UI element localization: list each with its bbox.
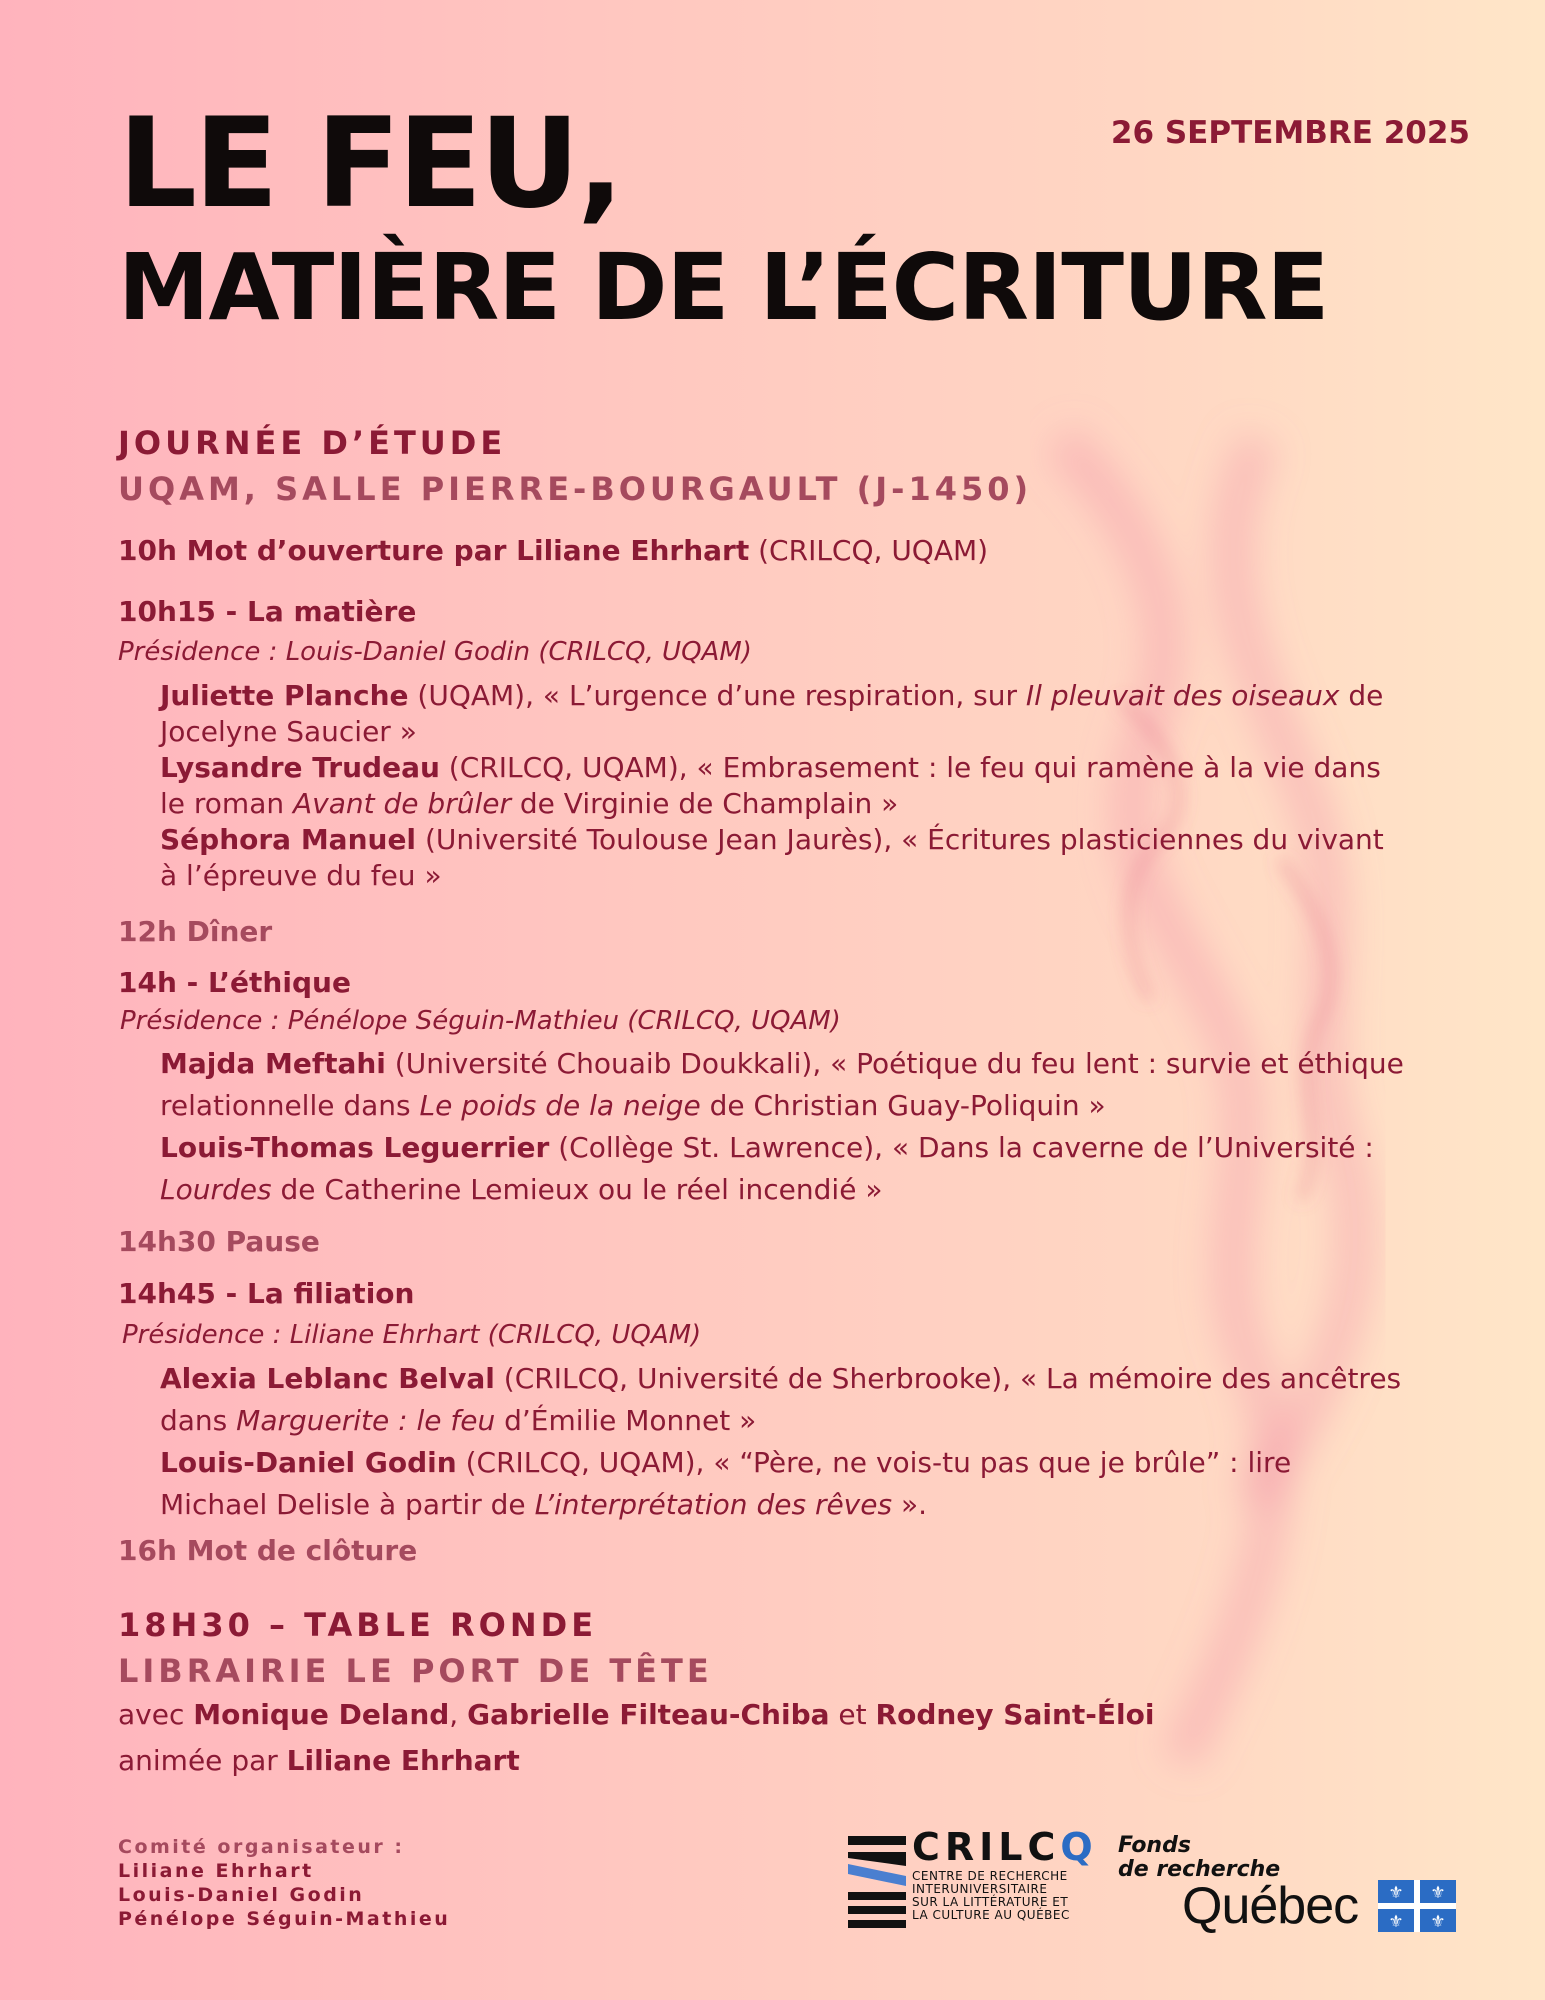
- talk-work-title: Le poids de la neige: [419, 1089, 701, 1122]
- talk-speaker: Louis-Daniel Godin: [160, 1446, 457, 1479]
- opening-label: 10h Mot d’ouverture par Liliane Ehrhart: [118, 534, 750, 567]
- event-date: 26 SEPTEMBRE 2025: [1110, 115, 1470, 151]
- crilcq-name-q: Q: [1060, 1825, 1098, 1869]
- svg-text:⚜: ⚜: [1388, 1883, 1404, 1903]
- talk-item: [160, 1358, 1480, 1442]
- roundtable-moderator: [118, 1743, 520, 1779]
- title-line-2: MATIÈRE DE L’ÉCRITURE: [118, 234, 1329, 341]
- crilcq-logo-subtitle: [912, 1870, 1070, 1922]
- crilcq-subtitle-line: LA CULTURE AU QUÉBEC: [912, 1908, 1070, 1922]
- guests-separator: et: [829, 1698, 876, 1731]
- roundtable-guests: [118, 1697, 1154, 1733]
- talk-item: [160, 1442, 1480, 1526]
- committee-label: Comité organisateur :: [118, 1836, 405, 1858]
- talk-work-title: Marguerite : le feu: [236, 1404, 496, 1437]
- moderator-prefix: animée par: [118, 1744, 287, 1777]
- frq-line: de recherche: [1118, 1857, 1281, 1882]
- talk-text: le roman: [160, 787, 294, 820]
- talk-text: de Virginie de Champlain »: [510, 787, 899, 820]
- talk-text: à l’épreuve du feu »: [160, 859, 442, 892]
- talk-speaker: Alexia Leblanc Belval: [160, 1362, 495, 1395]
- opening-remarks: [118, 533, 988, 569]
- talk-item: [160, 1127, 1480, 1211]
- session-heading: 14h45 - La filiation: [118, 1277, 415, 1310]
- talk-text: relationnelle dans: [160, 1089, 420, 1122]
- talk-item: [160, 678, 1480, 750]
- talk-text: (CRILCQ, Université de Sherbrooke), « La mémoire des ancêtres: [494, 1362, 1402, 1395]
- talk-text: de: [1339, 679, 1384, 712]
- crilcq-name-text: CRILC: [912, 1825, 1061, 1869]
- talk-text: (Collège St. Lawrence), « Dans la caverne de l’Université :: [549, 1131, 1374, 1164]
- crilcq-subtitle-line: CENTRE DE RECHERCHE: [912, 1869, 1068, 1883]
- talk-item: [160, 1043, 1480, 1127]
- quebec-flag-icon: [1378, 1880, 1456, 1932]
- committee-member: Liliane Ehrhart: [118, 1860, 314, 1882]
- svg-text:⚜: ⚜: [1430, 1883, 1446, 1903]
- frq-logo-quebec: Québec: [1182, 1877, 1359, 1935]
- svg-text:⚜: ⚜: [1388, 1912, 1404, 1932]
- talk-work-title: Lourdes: [160, 1173, 272, 1206]
- svg-text:⚜: ⚜: [1430, 1912, 1446, 1932]
- committee-member: Louis-Daniel Godin: [118, 1884, 365, 1906]
- crilcq-subtitle-line: SUR LA LITTÉRATURE ET: [912, 1895, 1069, 1909]
- guests-prefix: avec: [118, 1698, 194, 1731]
- talk-item: [160, 750, 1480, 822]
- committee-member: Pénélope Séguin-Mathieu: [118, 1908, 451, 1930]
- talk-work-title: Il pleuvait des oiseaux: [1025, 679, 1340, 712]
- talk-speaker: Louis-Thomas Leguerrier: [160, 1131, 550, 1164]
- talk-work-title: L’interprétation des rêves: [534, 1488, 893, 1521]
- session-presidency: Présidence : Pénélope Séguin-Mathieu (CRILCQ, UQAM): [120, 1006, 841, 1036]
- talk-speaker: Majda Meftahi: [160, 1047, 386, 1080]
- talk-text: de Catherine Lemieux ou le réel incendié »: [271, 1173, 883, 1206]
- talk-speaker: Lysandre Trudeau: [160, 751, 440, 784]
- crilcq-subtitle-line: INTERUNIVERSITAIRE: [912, 1882, 1048, 1896]
- session-heading: 10h15 - La matière: [118, 595, 417, 628]
- talk-text: ».: [892, 1488, 928, 1521]
- event-venue: UQAM, SALLE PIERRE-BOURGAULT (J-1450): [118, 470, 1033, 508]
- crilcq-logo-mark: [848, 1836, 906, 1932]
- guests-separator: ,: [449, 1698, 468, 1731]
- talk-text: de Christian Guay-Poliquin »: [700, 1089, 1106, 1122]
- crilcq-logo-name: [912, 1825, 1098, 1869]
- roundtable-heading: 18H30 – TABLE RONDE: [118, 1606, 598, 1644]
- talk-text: (CRILCQ, UQAM), « “Père, ne vois-tu pas que je brûle” : lire: [456, 1446, 1292, 1479]
- organizing-committee: [118, 1835, 450, 1931]
- guest-name: Gabrielle Filteau-Chiba: [467, 1698, 830, 1731]
- opening-affiliation: (CRILCQ, UQAM): [749, 534, 989, 567]
- session-presidency: Présidence : Louis-Daniel Godin (CRILCQ, UQAM): [118, 637, 752, 667]
- pause-break: 14h30 Pause: [118, 1225, 320, 1258]
- talk-speaker: Juliette Planche: [160, 679, 409, 712]
- guest-name: Monique Deland: [193, 1698, 450, 1731]
- talk-text: dans: [160, 1404, 237, 1437]
- talk-text: (Université Chouaib Doukkali), « Poétique du feu lent : survie et éthique: [385, 1047, 1404, 1080]
- talk-text: (Université Toulouse Jean Jaurès), « Écritures plasticiennes du vivant: [416, 823, 1384, 856]
- frq-logo-text: [1118, 1834, 1280, 1882]
- talk-text: (CRILCQ, UQAM), « Embrasement : le feu qui ramène à la vie dans: [439, 751, 1381, 784]
- talk-item: [160, 822, 1480, 894]
- talk-work-title: Avant de brûler: [293, 787, 511, 820]
- talk-text: Michael Delisle à partir de: [160, 1488, 535, 1521]
- moderator-name: Liliane Ehrhart: [286, 1744, 520, 1777]
- roundtable-venue: LIBRAIRIE LE PORT DE TÊTE: [118, 1652, 713, 1690]
- title-line-1: LE FEU,: [118, 92, 622, 236]
- event-kind: JOURNÉE D’ÉTUDE: [118, 424, 507, 462]
- session-presidency: Présidence : Liliane Ehrhart (CRILCQ, UQAM): [122, 1320, 702, 1350]
- lunch-break: 12h Dîner: [118, 915, 273, 948]
- talk-text: (UQAM), « L’urgence d’une respiration, sur: [408, 679, 1026, 712]
- talk-text: d’Émilie Monnet »: [495, 1404, 757, 1437]
- talk-text: Jocelyne Saucier »: [160, 715, 417, 748]
- closing-remarks: 16h Mot de clôture: [118, 1534, 418, 1567]
- frq-line: Fonds: [1118, 1833, 1191, 1858]
- session-heading: 14h - L’éthique: [118, 966, 351, 999]
- talk-speaker: Séphora Manuel: [160, 823, 417, 856]
- guest-name: Rodney Saint-Éloi: [875, 1698, 1155, 1731]
